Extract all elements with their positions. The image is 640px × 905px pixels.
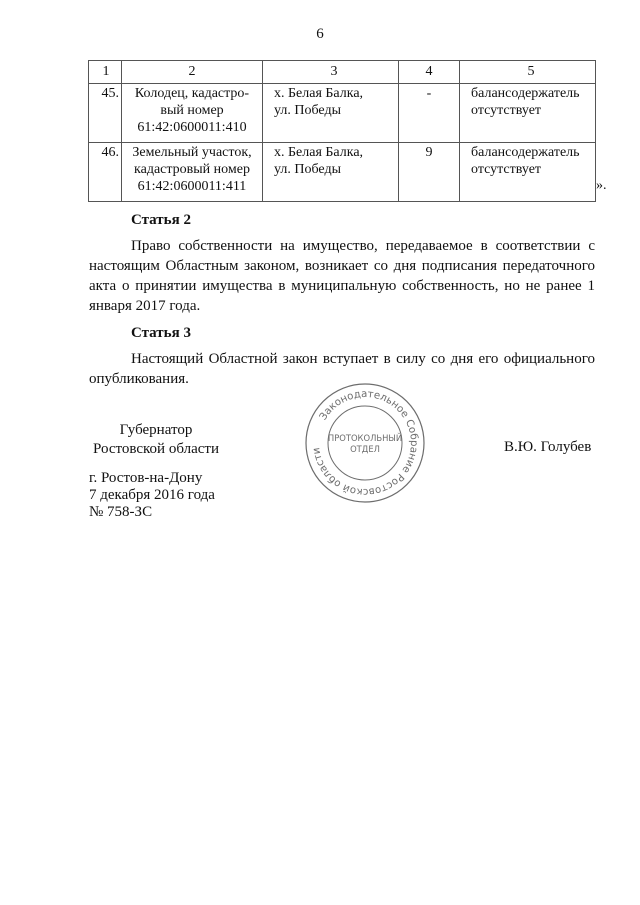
article-3-text: Настоящий Областной закон вступает в силу со дня его официального опубликования. [89,351,595,387]
name-line: кадастровый номер [134,162,250,177]
address-line: ул. Победы [274,103,341,118]
name-line: Колодец, кадастро- [134,86,250,101]
name-line: 61:42:0600011:410 [137,120,247,135]
address-line: ул. Победы [274,162,341,177]
address-line: х. Белая Балка, [274,86,364,101]
column-header: 3 [263,61,399,84]
name-line: вый номер [160,103,224,118]
page-number: 6 [316,26,324,42]
seal-outer-ring [306,384,424,502]
name-line: Земельный участок, [132,145,252,160]
property-note [460,84,596,143]
note-line: отсутствует [471,103,542,118]
signatory-title-line: Ростовской области [93,441,219,457]
property-area: 9 [399,143,460,202]
table-row [89,84,596,143]
article-2-heading: Статья 2 [131,212,191,228]
note-line: балансодержатель [471,86,580,101]
table-row [89,143,596,202]
seal-center-line: ОТДЕЛ [350,444,380,454]
seal-inner-ring [328,406,402,480]
note-line: балансодержатель [471,145,580,160]
column-header: 4 [399,61,460,84]
name-line: 61:42:0600011:411 [137,179,247,194]
column-header: 2 [122,61,263,84]
property-table [88,60,596,202]
seal-center-line: ПРОТОКОЛЬНЫЙ [327,433,403,443]
table-header-row [89,61,596,84]
property-address [263,143,399,202]
seal-ring-text: Законодательное Собрание Ростовской области [311,388,420,498]
signatory-name: В.Ю. Голубев [504,439,592,455]
law-number: № 758-ЗС [89,504,153,520]
issue-place: г. Ростов-на-Дону [89,470,203,486]
address-line: х. Белая Балка, [274,145,364,160]
row-number: 46. [89,143,122,202]
note-line: отсутствует [471,162,542,177]
column-header: 1 [89,61,122,84]
signatory-title [89,421,223,459]
property-area: - [399,84,460,143]
issue-details [89,470,215,521]
closing-quote-mark: ». [596,178,607,193]
column-header: 5 [460,61,596,84]
official-seal [303,381,427,505]
issue-date: 7 декабря 2016 года [89,487,215,503]
property-note [460,143,596,202]
row-number: 45. [89,84,122,143]
property-name [122,143,263,202]
signatory-title-line: Губернатор [119,422,193,438]
property-name [122,84,263,143]
property-address [263,84,399,143]
article-2-text: Право собственности на имущество, передаваемое в соответствии с настоящим Областным законом, возникает со дня подписания передаточного акта о принятии имущества в муниципальную собственность, но не ранее 1 января 2017 года. [89,238,595,314]
article-3-heading: Статья 3 [131,325,191,341]
